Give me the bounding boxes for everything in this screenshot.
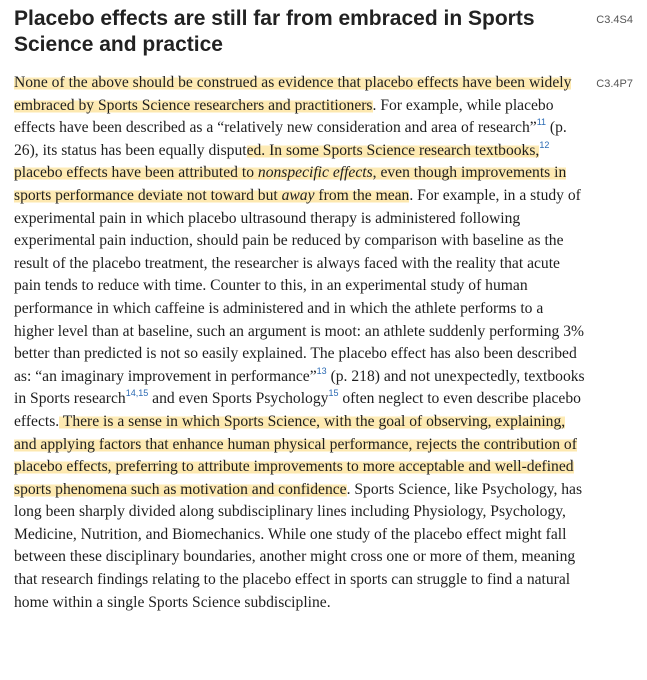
highlight-4[interactable]: There is a sense in which Sports Science, with the goal of observing, explaining, and applying factors that enhance human physical performance, rejects the contribution of placebo effects, preferring to attribute improvements to more acceptable and well-defined sports phenomena such as motivation and confidence <box>14 412 577 498</box>
section-title: Placebo effects are still far from embraced in Sports Science and practice <box>14 7 535 56</box>
body-paragraph <box>14 72 586 614</box>
highlight-3-emphasis: away <box>281 186 315 204</box>
highlight-3-text: from the mean <box>314 186 410 204</box>
text-segment: (p. 26), its status has been equally disput <box>14 119 567 159</box>
footnote-link-13[interactable]: 13 <box>316 365 327 376</box>
text-segment: often neglect to even describe placebo effects. <box>14 390 581 430</box>
text-segment: (p. 218) and not unexpectedly, textbooks in Sports research <box>14 367 585 408</box>
text-segment: . For example, while placebo effects have been described as a “relatively new consideration and area of research” <box>14 96 554 137</box>
footnote-link-11[interactable]: 11 <box>536 117 547 128</box>
paragraph-reference: C3.4P7 <box>596 78 633 90</box>
text-segment: . Sports Science, like Psychology, has long been sharply divided along subdisciplinary lines including Physiology, Psychology, Medicine, Nutrition, and Biomechanics. While one study of the placebo effect might fall between these disciplinary boundaries, another might cross one or more of them, meaning that research findings relating to the placebo effect in sports can struggle to find a natural home within a single Sports Science subdiscipline. <box>14 480 583 611</box>
footnote-link-12[interactable]: 12 <box>539 139 550 150</box>
footnote-link-14-15[interactable]: 14,15 <box>125 388 149 399</box>
section-reference: C3.4S4 <box>596 14 633 26</box>
highlight-2[interactable]: ed. In some Sports Science research textbooks, <box>246 141 540 159</box>
footnote-link-15[interactable]: 15 <box>328 388 339 399</box>
text-segment: and even Sports Psychology <box>148 390 329 408</box>
highlight-3-text: , even though improvements in sports performance deviate not toward but <box>14 164 567 204</box>
highlight-3-emphasis: nonspecific effects <box>257 164 373 182</box>
highlight-3-text: placebo effects have been attributed to <box>14 164 258 182</box>
highlight-1[interactable]: None of the above should be construed as evidence that placebo effects have been widely embraced by Sports Science researchers and practitioners <box>14 74 572 114</box>
text-segment: . For example, in a study of experimental pain in which placebo ultrasound therapy is administered following experimental pain induction, should pain be reduced by comparison with baseline as the result of the placebo treatment, the researcher is always faced with the reality that acute pain tends to reduce with time. Counter to this, in an experimental study of human performance in which caffeine is administered and in which the athlete performs to a higher level than at baseline, such an argument is moot: an athlete suddenly performing 3% better than predicted is not so easily explained. The placebo effect has also been described as: “an imaginary improvement in performance” <box>14 186 585 385</box>
